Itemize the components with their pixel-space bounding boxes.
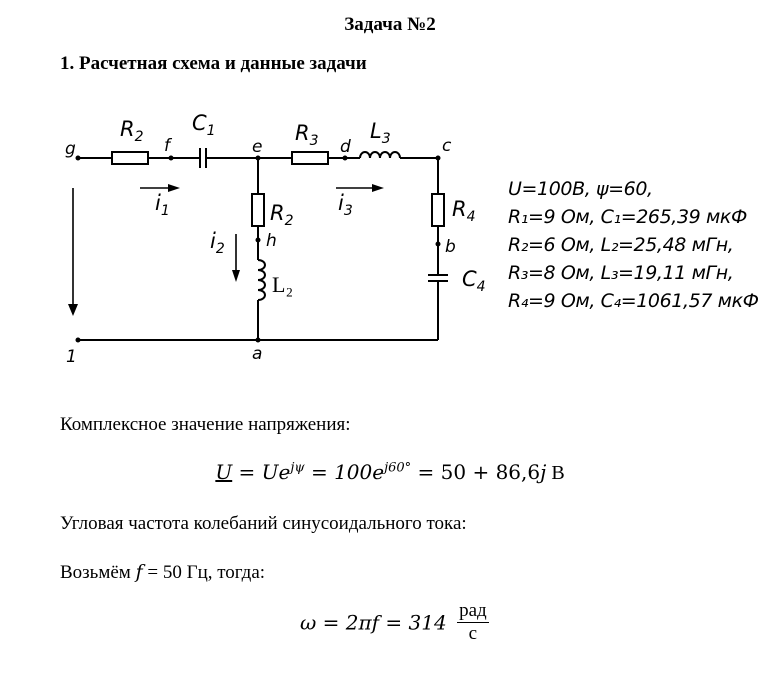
inductor-l3 <box>360 152 400 158</box>
eq-j: j <box>540 460 547 484</box>
resistor-r3 <box>292 152 328 164</box>
eq-unit: В <box>546 462 565 484</box>
label-l3: $L_3$ <box>370 119 391 147</box>
eq-exponent: j60° <box>384 460 412 476</box>
fraction-denominator: с <box>468 623 478 644</box>
page-title: Задача №2 <box>344 14 436 35</box>
eq-part: = Ue <box>232 460 291 484</box>
terminal-1 <box>76 338 81 343</box>
resistor-r2-mid <box>252 194 264 226</box>
param-line: R₃=8 Ом, L₃=19,11 мГн, <box>508 262 734 284</box>
label-i2: $i_2$ <box>210 229 225 257</box>
node-label-1: 1 <box>66 347 77 367</box>
complex-voltage-label: Комплексное значение напряжения: <box>60 414 351 435</box>
terminal-g <box>76 156 81 161</box>
circuit-diagram <box>40 100 486 370</box>
resistor-r2-top <box>112 152 148 164</box>
node-label-a: a <box>252 344 263 364</box>
label-c1: $C_1$ <box>192 111 216 139</box>
label-c4: $C_4$ <box>462 267 486 295</box>
node-a <box>256 338 261 343</box>
label-r3: $R_3$ <box>295 121 319 149</box>
node-f <box>169 156 174 161</box>
omega-equation <box>300 600 489 645</box>
param-line: R₂=6 Ом, L₂=25,48 мГн, <box>508 234 734 256</box>
label-r4: $R_4$ <box>452 197 476 225</box>
angular-frequency-label: Угловая частота колебаний синусоидального тока: <box>60 513 467 534</box>
label-i1: $i_1$ <box>155 191 170 219</box>
eq-part: = 100e <box>304 460 385 484</box>
frequency-statement <box>60 561 265 584</box>
label-i3: $i_3$ <box>338 191 353 219</box>
freq-symbol: f <box>135 561 143 583</box>
parameters-list <box>508 175 759 315</box>
node-label-f: f <box>164 136 170 156</box>
label-l2: L₂ <box>272 272 294 297</box>
take-prefix: Возьмём <box>60 562 131 583</box>
param-line: U=100В, ψ=60, <box>508 178 653 200</box>
inductor-l2 <box>258 260 265 300</box>
voltage-equation <box>0 460 780 485</box>
eq-part: = 50 + 86,6 <box>411 460 541 484</box>
param-line: R₁=9 Ом, C₁=265,39 мкФ <box>508 206 747 228</box>
node-h <box>256 238 261 243</box>
freq-value: = 50 Гц <box>142 562 208 583</box>
eq-exponent: jψ <box>290 460 305 476</box>
fraction-numerator: рад <box>459 600 487 621</box>
label-r2-mid: $R_2$ <box>270 201 294 229</box>
node-label-e: e <box>252 137 263 157</box>
node-label-c: c <box>442 136 452 156</box>
node-c <box>436 156 441 161</box>
omega-unit-fraction <box>457 600 489 645</box>
node-b <box>436 242 441 247</box>
node-label-d: d <box>340 137 351 157</box>
label-r2-top: $R_2$ <box>120 117 144 145</box>
node-label-h: h <box>266 231 277 251</box>
node-label-g: g <box>65 139 76 159</box>
resistor-r4 <box>432 194 444 226</box>
section-heading: 1. Расчетная схема и данные задачи <box>60 53 367 74</box>
take-suffix: , тогда: <box>207 562 266 583</box>
node-label-b: b <box>445 237 456 257</box>
eq-u-underlined: U <box>215 460 233 484</box>
param-line: R₄=9 Ом, C₄=1061,57 мкФ <box>508 290 759 312</box>
omega-lhs: ω = 2πf = 314 <box>300 610 454 635</box>
